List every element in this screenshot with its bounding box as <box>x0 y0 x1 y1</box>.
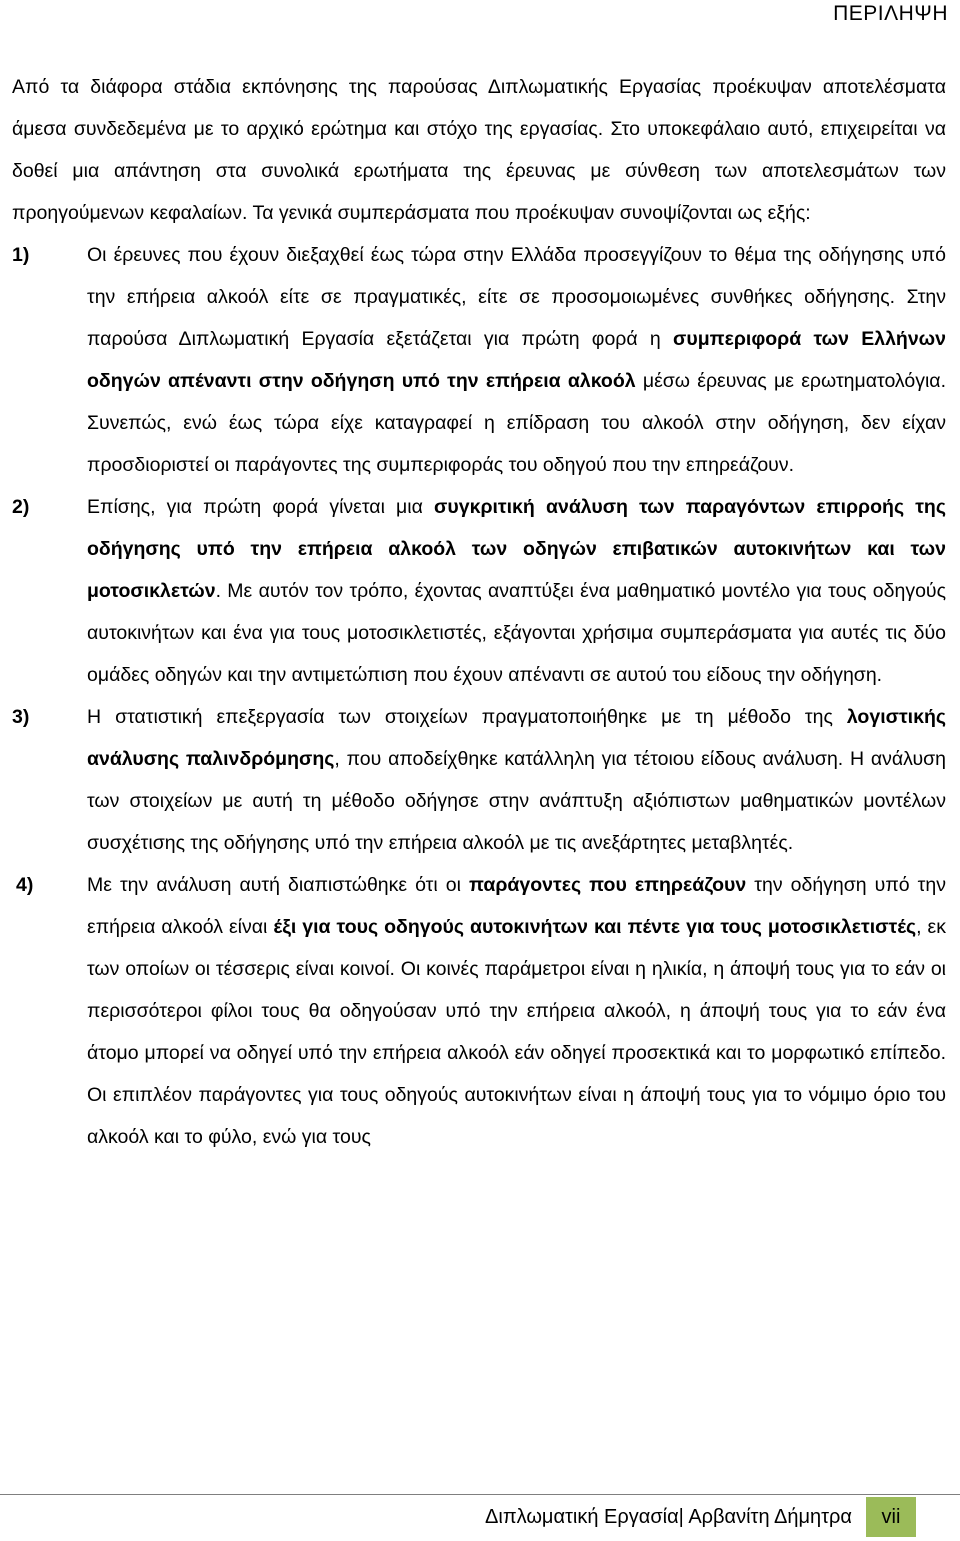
text-run: Με την ανάλυση αυτή διαπιστώθηκε ότι οι <box>87 874 469 896</box>
footer-page-number: vii <box>866 1497 916 1537</box>
text-run: Επίσης, για πρώτη φορά γίνεται μια <box>87 496 435 518</box>
list-item <box>12 696 946 864</box>
text-run: , που αποδείχθηκε κατάλληλη για τέτοιου είδους ανάλυση. Η ανάλυση των στοιχείων με αυτή τη μέθοδο οδήγησε στην ανάπτυξη αξιόπιστων μαθηματικών μοντέλων συσχέτισης της οδήγησης υπό την επήρεια αλκοόλ με τις ανεξάρτητες μεταβλητές. <box>87 748 946 854</box>
bold-text-run: έξι για τους οδηγούς αυτοκινήτων και πέντε για τους μοτοσικλετιστές <box>273 916 917 938</box>
bold-text-run: παράγοντες που επηρεάζουν <box>468 874 747 896</box>
list-item <box>12 234 946 486</box>
bold-text-run: συγκριτική ανάλυση των παραγόντων επιρροής της οδήγησης υπό την επήρεια αλκοόλ των οδηγών επιβατικών αυτοκινήτων και των μοτοσικλετών <box>87 496 946 602</box>
bold-text-run: λογιστικής ανάλυσης παλινδρόμησης <box>87 706 946 770</box>
text-run: Η στατιστική επεξεργασία των στοιχείων πραγματοποιήθηκε με τη μέθοδο της <box>87 706 847 728</box>
list-item-number: 3) <box>12 706 30 728</box>
list-item-number: 4) <box>16 874 34 896</box>
intro-paragraph: Από τα διάφορα στάδια εκπόνησης της παρούσας Διπλωματικής Εργασίας προέκυψαν αποτελέσματα άμεσα συνδεδεμένα με το αρχικό ερώτημα και στόχο της εργασίας. Στο υποκεφάλαιο αυτό, επιχειρείται να δοθεί μια απάντηση στα συνολικά ερωτήματα της έρευνας με σύνθεση των αποτελεσμάτων των προηγούμενων κεφαλαίων. Τα γενικά συμπεράσματα που προέκυψαν συνοψίζονται ως εξής: <box>12 76 946 224</box>
list-item-number: 2) <box>12 496 30 518</box>
footer-author-title: Διπλωματική Εργασία| Αρβανίτη Δήμητρα <box>485 1506 852 1528</box>
page-header-title: ΠΕΡΙΛΗΨΗ <box>833 2 948 25</box>
list-item-text <box>87 234 946 486</box>
document-body <box>12 66 946 1158</box>
list-item-text <box>87 864 946 1158</box>
list-item-number: 1) <box>12 244 30 266</box>
text-run: , εκ των οποίων οι τέσσερις είναι κοινοί. Οι κοινές παράμετροι είναι η ηλικία, η άποψή τους για το εάν οι περισσότεροι φίλοι τους θα οδηγούσαν υπό την επήρεια αλκοόλ, η άποψή τους για το εάν ένα άτομο μπορεί να οδηγεί υπό την επήρεια αλκοόλ εάν οδηγεί προσεκτικά και το μορφωτικό επίπεδο. Οι επιπλέον παράγοντες για τους οδηγούς αυτοκινήτων είναι η άποψή τους για το νόμιμο όριο του αλκοόλ και το φύλο, ενώ για τους <box>87 916 947 1148</box>
list-item <box>12 864 946 1158</box>
list-item-text <box>87 696 946 864</box>
list-item-text <box>87 486 946 696</box>
bold-text-run: συμπεριφορά των Ελλήνων οδηγών απέναντι στην οδήγηση υπό την επήρεια αλκοόλ <box>87 328 947 392</box>
list-item <box>12 486 946 696</box>
footer-divider <box>0 1494 960 1495</box>
text-run: . Με αυτόν τον τρόπο, έχοντας αναπτύξει ένα μαθηματικό μοντέλο για τους οδηγούς αυτοκινήτων και ένα για τους μοτοσικλετιστές, εξάγονται χρήσιμα συμπεράσματα για αυτές τις δύο ομάδες οδηγών και την αντιμετώπιση που έχουν απέναντι σε αυτού του είδους την οδήγηση. <box>87 580 946 686</box>
text-run: την οδήγηση υπό την επήρεια αλκοόλ είναι <box>87 874 946 938</box>
text-run: Οι έρευνες που έχουν διεξαχθεί έως τώρα στην Ελλάδα προσεγγίζουν το θέμα της οδήγησης υπό την επήρεια αλκοόλ είτε σε πραγματικές, είτε σε προσομοιωμένες συνθήκες οδήγησης. Στην παρούσα Διπλωματική Εργασία εξετάζεται για πρώτη φορά η <box>87 244 946 350</box>
text-run: μέσω έρευνας με ερωτηματολόγια. Συνεπώς, ενώ έως τώρα είχε καταγραφεί η επίδραση του αλκοόλ στην οδήγηση, δεν είχαν προσδιοριστεί οι παράγοντες της συμπεριφοράς του οδηγού που την επηρεάζουν. <box>87 370 946 476</box>
